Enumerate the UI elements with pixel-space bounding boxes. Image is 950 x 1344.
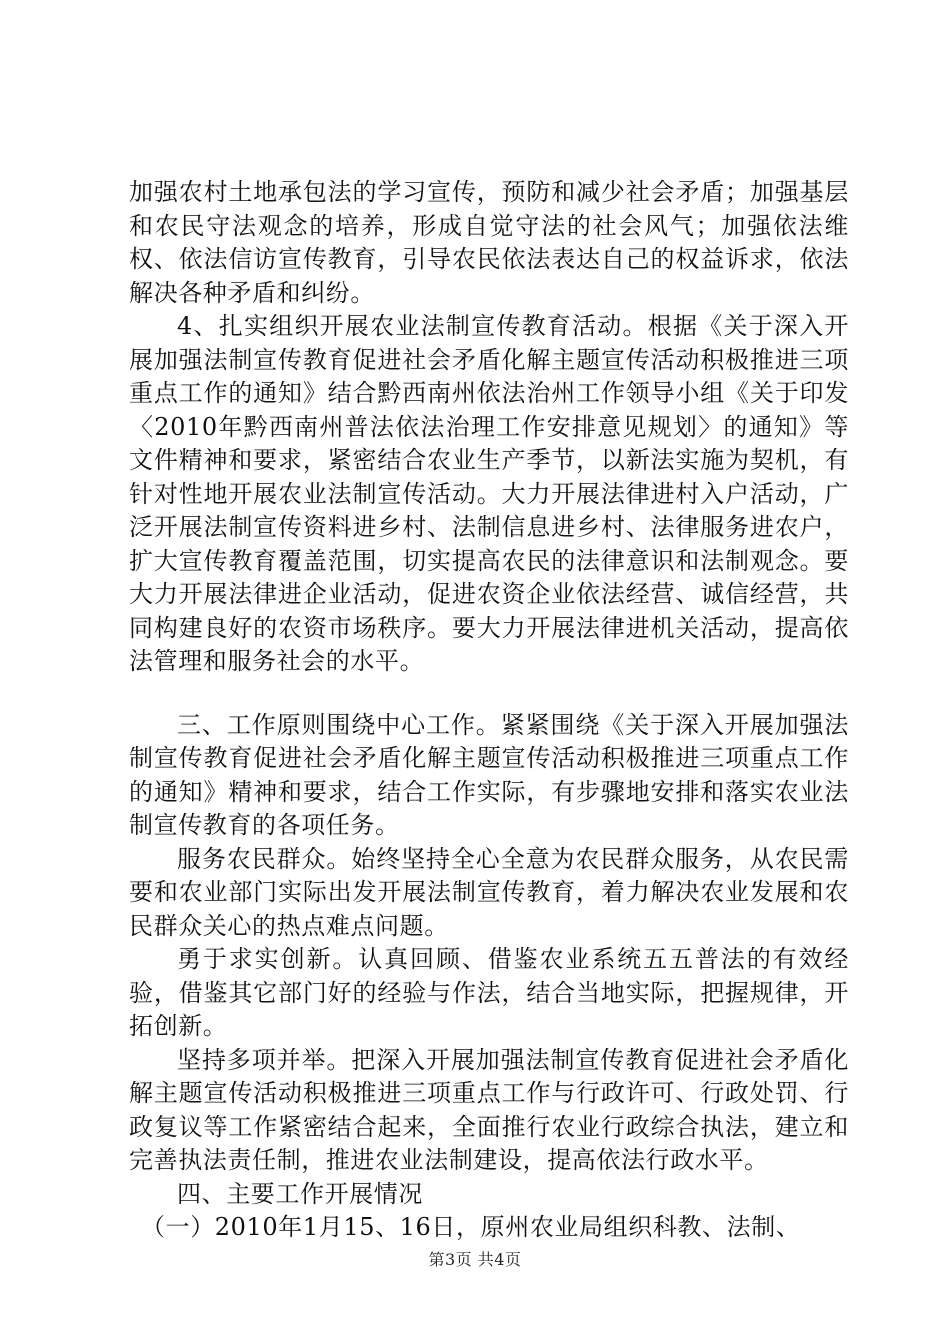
paragraph-multiple-measures: 坚持多项并举。把深入开展加强法制宣传教育促进社会矛盾化解主题宣传活动积极推进三项重点工作与行政许可、行政处罚、行政复议等工作紧密结合起来，全面推行农业行政综合执法，建立和完善执法责任制，推进农业法制建设，提高依法行政水平。 xyxy=(129,1045,849,1174)
paragraph-item-1: （一）2010年1月15、16日，原州农业局组织科教、法制、 xyxy=(141,1213,801,1241)
section-heading-4: 四、主要工作开展情况 xyxy=(177,1179,423,1208)
paragraph-section-3: 三、工作原则围绕中心工作。紧紧围绕《关于深入开展加强法制宣传教育促进社会矛盾化解主题宣传活动积极推进三项重点工作的通知》精神和要求，结合工作实际，有步骤地安排和落实农业法制宣传教育的各项任务。 xyxy=(129,710,849,839)
page-footer: 第3页 共4页 xyxy=(428,1250,522,1269)
paragraph-serve-farmers: 服务农民群众。始终坚持全心全意为农民群众服务，从农民需要和农业部门实际出发开展法制宣传教育，着力解决农业发展和农民群众关心的热点难点问题。 xyxy=(129,844,849,940)
paragraph-gap xyxy=(129,679,849,709)
paragraph-innovation: 勇于求实创新。认真回顾、借鉴农业系统五五普法的有效经验，借鉴其它部门好的经验与作法，结合当地实际，把握规律，开拓创新。 xyxy=(129,945,849,1040)
paragraph-item-4: 4、扎实组织开展农业法制宣传教育活动。根据《关于深入开展加强法制宣传教育促进社会矛盾化解主题宣传活动积极推进三项重点工作的通知》结合黔西南州依法治州工作领导小组《关于印发〈2010年黔西南州普法依法治理工作安排意见规划〉的通知》等文件精神和要求，紧密结合农业生产季节，以新法实施为契机，有针对性地开展农业法制宣传活动。大力开展法律进村入户活动，广泛开展法制宣传资料进乡村、法制信息进乡村、法律服务进农户，扩大宣传教育覆盖范围，切实提高农民的法律意识和法制观念。要大力开展法律进企业活动，促进农资企业依法经营、诚信经营，共同构建良好的农资市场秩序。要大力开展法律进机关活动，提高依法管理和服务社会的水平。 xyxy=(129,312,849,675)
paragraph-continuation: 加强农村土地承包法的学习宣传，预防和减少社会矛盾；加强基层和农民守法观念的培养，形成自觉守法的社会风气；加强依法维权、依法信访宣传教育，引导农民依法表达自己的权益诉求，依法解决各种矛盾和纠纷。 xyxy=(129,178,849,307)
document-body xyxy=(129,176,849,1245)
